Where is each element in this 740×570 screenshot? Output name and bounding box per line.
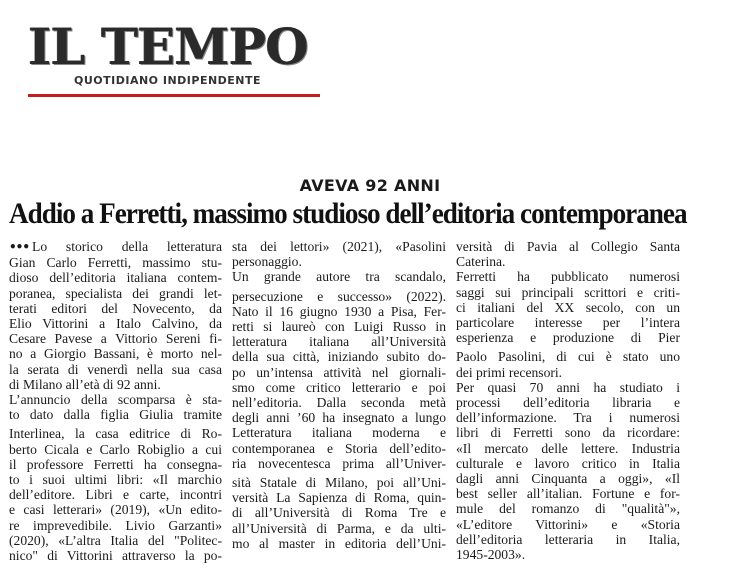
text-line: il professore Ferretti ha consegna- xyxy=(9,456,222,472)
text-line: sità Statale di Milano, poi all’Uni- xyxy=(232,475,446,491)
text-line: Nato il 16 giugno 1930 a Pisa, Fer- xyxy=(232,303,446,319)
text-line: to dato dalla figlia Giulia tramite xyxy=(9,407,222,423)
text-line: degli anni ’60 ha insegnato a lungo xyxy=(232,410,446,426)
masthead-title: IL TEMPO xyxy=(28,17,308,76)
text-line: sta dei lettori» (2021), «Pasolini xyxy=(232,239,446,254)
text-line: culturale e lavoro critico in Italia xyxy=(456,455,680,471)
text-line: la serata di venerdì nella sua casa xyxy=(9,361,222,377)
text-line: re imprevedibile. Livio Garzanti» xyxy=(9,517,222,533)
text-line: letteratura italiana all’Università xyxy=(232,334,446,350)
text-line: Paolo Pasolini, di cui è stato uno xyxy=(456,349,680,365)
text-line: dell’editoria letteraria in Italia, xyxy=(456,531,680,547)
text-line: contemporanea e Storia dell’edito- xyxy=(232,440,446,456)
masthead-rule xyxy=(28,94,320,97)
text-line: Letteratura italiana moderna e xyxy=(232,425,446,441)
text-line: L’annuncio della scomparsa è sta- xyxy=(9,392,222,408)
article-kicker: AVEVA 92 ANNI xyxy=(299,176,441,195)
text-line: mo al master in editoria dell’Uni- xyxy=(232,535,446,551)
text-line: Caterina. xyxy=(456,254,506,270)
text-line: to i suoi ultimi libri: «Il marchio xyxy=(9,472,222,488)
text-line: dei primi recensori. xyxy=(456,364,563,380)
text-line: ci italiani del XX secolo, con un xyxy=(456,299,680,315)
text-line: di Milano all’età di 92 anni. xyxy=(9,376,161,392)
article-column-2 xyxy=(232,239,446,551)
text-line: all’Università di Parma, e da ulti- xyxy=(232,520,446,536)
text-line: po un’intensa attività nel giornali- xyxy=(232,364,446,380)
text-line: berto Cicala e Carlo Robiglio a cui xyxy=(9,441,222,457)
text-line: processi dell’editoria libraria e xyxy=(456,395,680,411)
text-line: persecuzione e successo» (2022). xyxy=(232,288,446,304)
text-line: 1945-2003». xyxy=(456,547,526,563)
text-line: Ferretti ha pubblicato numerosi xyxy=(456,269,680,285)
masthead xyxy=(28,17,308,87)
text-line: no a Giorgio Bassani, è morto nel- xyxy=(9,346,222,362)
text-line: (2020), «L’altra Italia del "Politec- xyxy=(9,532,222,548)
text-line: dioso dell’editoria italiana contem- xyxy=(9,270,222,286)
text-line: esperienza e produzione di Pier xyxy=(456,330,680,346)
text-line: dagli anni Cinquanta a oggi», «Il xyxy=(456,471,680,487)
text-line: poranea, specialista dei grandi let- xyxy=(9,285,222,301)
text-line: saggi sui principali scrittori e criti- xyxy=(456,284,680,300)
text-line: retti si laureò con Luigi Russo in xyxy=(232,319,446,335)
text-line: e casi letterari» (2019), «Un edito- xyxy=(9,502,222,518)
text-line: versità di Pavia al Collegio Santa xyxy=(456,239,680,254)
article-column-3 xyxy=(456,239,680,562)
article-column-1 xyxy=(9,239,222,563)
text-line: dell’editore. Libri e carte, incontri xyxy=(9,487,222,503)
text-line: personaggio. xyxy=(232,254,302,270)
text-line: best seller all’italian. Fortune e for- xyxy=(456,486,680,502)
text-line: Cesare Pavese a Vittorio Sereni fi- xyxy=(9,331,222,347)
text-line: terati editori del Novecento, da xyxy=(9,300,222,316)
article-headline: Addio a Ferretti, massimo studioso dell’editoria contemporanea xyxy=(9,197,687,230)
text-line: nell’editoria. Dalla seconda metà xyxy=(232,395,446,411)
text-line: libri di Ferretti sono da ricordare: xyxy=(456,425,680,441)
text-line: di all’Università di Roma Tre e xyxy=(232,505,446,521)
text-line: Per quasi 70 anni ha studiato i xyxy=(456,379,680,395)
text-line: smo come critico letterario e poi xyxy=(232,379,446,395)
masthead-subtitle: QUOTIDIANO INDIPENDENTE xyxy=(74,74,262,87)
text-line: versità La Sapienza di Roma, quin- xyxy=(232,490,446,506)
text-line: particolare interesse per l’intera xyxy=(456,315,680,331)
text-line: «Il mercato delle lettere. Industria xyxy=(456,440,680,456)
text-line: «L’editore Vittorini» e «Storia xyxy=(456,516,680,532)
text-line: Elio Vittorini a Italo Calvino, da xyxy=(9,316,222,332)
text-line: della sua città, iniziando subito do- xyxy=(232,349,446,365)
lead-marker: ••• xyxy=(9,240,30,254)
text-line: ria novecentesca prima all’Univer- xyxy=(232,455,446,471)
text-line: Un grande autore tra scandalo, xyxy=(232,269,446,285)
text-line: ••• Lo storico della letteratura xyxy=(9,239,222,254)
text-line: dell’informazione. Tra i numerosi xyxy=(456,410,680,426)
text-line: mule del romanzo di "qualità"», xyxy=(456,501,680,517)
text-line: Gian Carlo Ferretti, massimo stu- xyxy=(9,255,222,271)
text-line: Interlinea, la casa editrice di Ro- xyxy=(9,426,222,442)
text-line: nico" di Vittorini attraverso la po- xyxy=(9,548,222,564)
